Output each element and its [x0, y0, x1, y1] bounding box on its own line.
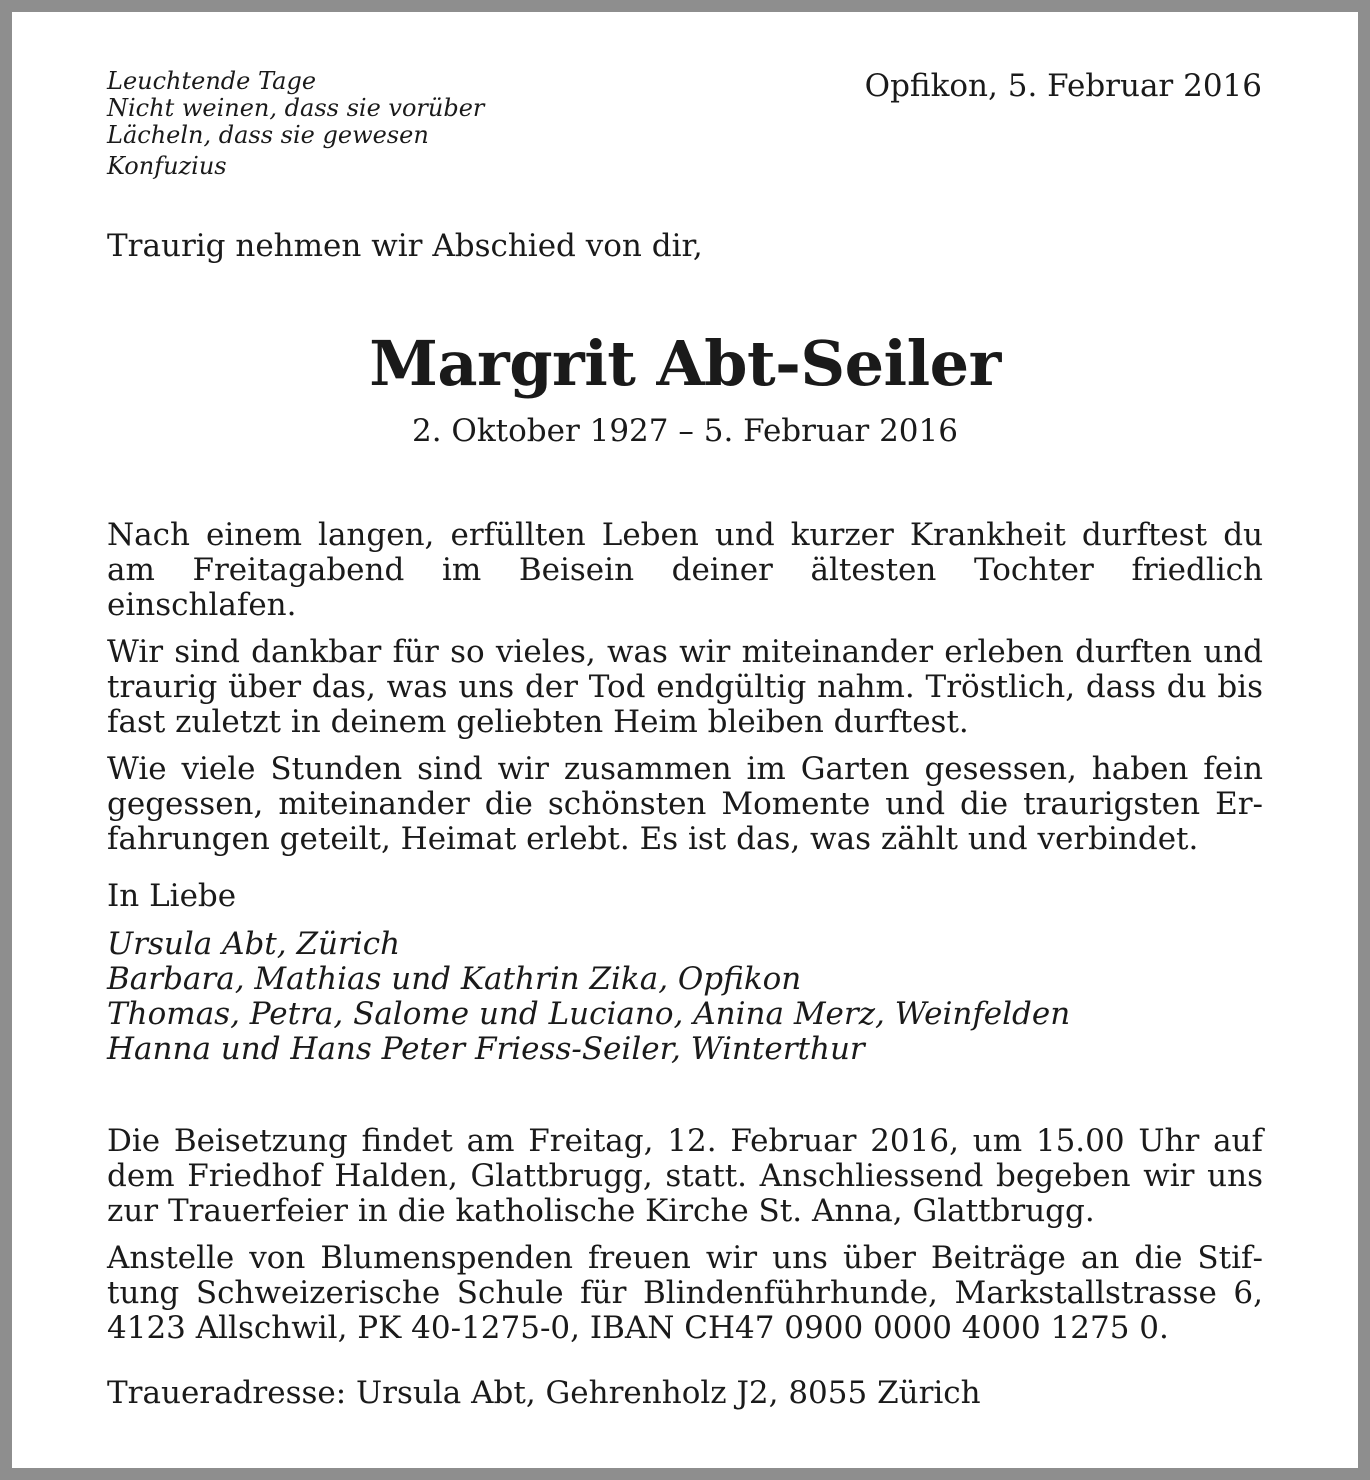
- tribute-text: [107, 518, 1263, 857]
- signers-list: [107, 927, 1070, 1067]
- motto-line: Lächeln, dass sie gewesen: [107, 121, 429, 149]
- signer: Barbara, Mathias und Kathrin Zika, Opfikon: [107, 961, 802, 997]
- deceased-name: Margrit Abt-Seiler: [369, 327, 1001, 400]
- lifespan-dates: 2. Oktober 1927 – 5. Februar 2016: [412, 413, 958, 449]
- tribute-paragraph: Wie viele Stunden sind wir zusammen im Garten gesessen, haben fein gegessen, miteinander die schönsten Momente und die traurigsten Erfahrungen geteilt, Heimat erlebt. Es ist das, was zählt und verbindet.: [107, 751, 1263, 857]
- motto-author: Konfuzius: [107, 152, 227, 180]
- obituary-notice: [12, 12, 1358, 1468]
- motto-quote: [107, 68, 484, 180]
- funeral-paragraph: Die Beisetzung findet am Freitag, 12. Februar 2016, um 15.00 Uhr auf dem Friedhof Halden, Glattbrugg, statt. Anschliessend begeben wir uns zur Trauerfeier in die katholische Kirche St. Anna, Glattbrugg.: [107, 1123, 1263, 1229]
- donation-paragraph: Anstelle von Blumenspenden freuen wir uns über Beiträge an die Stiftung Schweizerische Schule für Blindenführhunde, Markstallstrasse 6, 4123 Allschwil, PK 40-1275-0, IBAN CH47 0900 0000 4000 1275 0.: [107, 1240, 1263, 1346]
- dateline: Opfikon, 5. Februar 2016: [864, 68, 1262, 104]
- funeral-notices: [107, 1124, 1263, 1346]
- motto-line: Nicht weinen, dass sie vorüber: [107, 94, 485, 122]
- closing-phrase: In Liebe: [107, 878, 237, 914]
- signer: Thomas, Petra, Salome und Luciano, Anina Merz, Weinfelden: [107, 996, 1071, 1032]
- tribute-paragraph: Nach einem langen, erfüllten Leben und kurzer Krankheit durftest du am Freitagabend im Beisein deiner ältesten Tochter friedlich einschlafen.: [107, 517, 1263, 623]
- mourning-address: Traueradresse: Ursula Abt, Gehrenholz J2, 8055 Zürich: [107, 1375, 981, 1411]
- signer: Ursula Abt, Zürich: [107, 926, 401, 962]
- tribute-paragraph: Wir sind dankbar für so vieles, was wir miteinander erleben durften und traurig über das, was uns der Tod endgültig nahm. Tröstlich, dass du bis fast zuletzt in deinem geliebten Heim bleiben durftest.: [107, 634, 1263, 740]
- signer: Hanna und Hans Peter Friess-Seiler, Winterthur: [107, 1031, 865, 1067]
- intro-text: Traurig nehmen wir Abschied von dir,: [107, 228, 703, 264]
- motto-line: Leuchtende Tage: [107, 67, 317, 95]
